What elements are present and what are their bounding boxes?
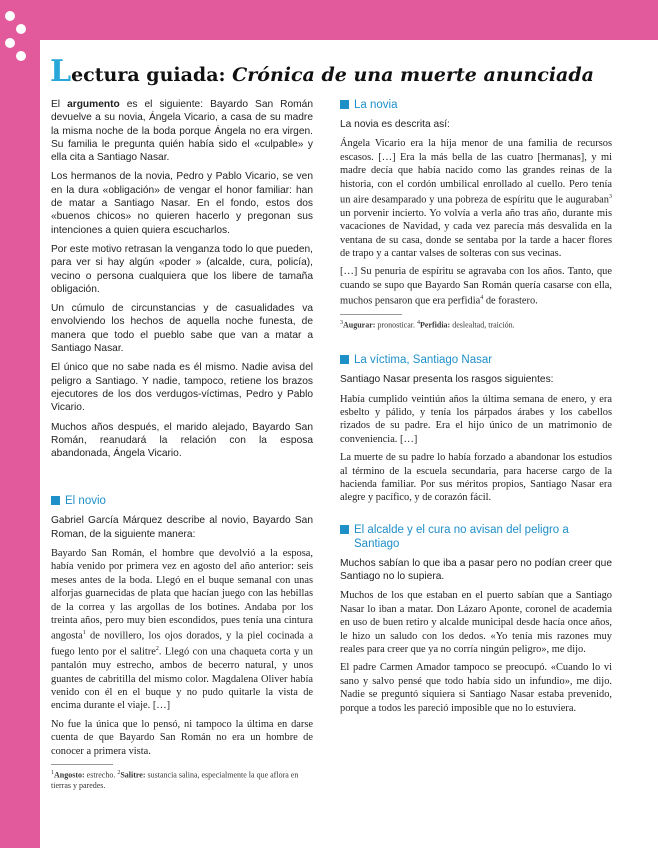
- section-intro: Gabriel García Márquez describe al novio, Bayardo San Roman, de la siguiente manera:: [51, 515, 313, 540]
- section-heading-victima: La víctima, Santiago Nasar: [340, 353, 612, 367]
- binder-dot: [16, 51, 26, 61]
- right-column: [340, 98, 612, 720]
- intro-paragraph: Los hermanos de la novia, Pedro y Pablo Vicario, se ven en la dura «obligación» de vengar el honor familiar: han de matar a Santiago Nasar. En el fondo, estos dos «buenos chicos» no quieren hacerlo y pregonan sus intenciones a quien quiera escucharlos.: [51, 171, 313, 236]
- page: [40, 40, 658, 848]
- footnote-rule: [51, 764, 113, 765]
- quote-paragraph: Bayardo San Román, el hombre que devolvió a la esposa, había venido por primera vez en agosto del año anterior: seis meses antes de la boda. Llegó en el buque semanal con unas alforjas guarnecidas de plata que hacían juego con las hebillas de la correa y las argollas de los botines. Andaba por los treinta años, pero muy bien escondidos, pues tenía una cintura angosta$^1$ de novillero, los ojos dorados, y la piel cocinada a fuego lento por el salitre$^2$. Llegó con una chaqueta corta y un pantalón muy estrecho, ambos de becerro natural, y unos guantes de cabritilla del mismo color. Magdalena Oliver había venido con él en el buque y no pudo quitarle la vista de encima durante el viaje. […]: [51, 548, 314, 712]
- footnotes: $^3$Augurar: pronosticar. $^4$Perfidia: deslealtad, traición.: [340, 320, 515, 330]
- title-subtitle: Crónica de una muerte anunciada: [232, 64, 594, 86]
- binder-dot: [5, 11, 15, 21]
- page-title: [50, 54, 594, 89]
- section-intro: Santiago Nasar presenta los rasgos siguientes:: [340, 374, 554, 386]
- intro-paragraph: El argumento es el siguiente: Bayardo San Román devuelve a su novia, Ángela Vicario, a casa de su madre la misma noche de la boda porque Ángela no era virgen. Su familia le pregunta quién había sido el «culpable» y ella cita a Santiago Nasar.: [51, 99, 313, 164]
- quote-paragraph: El padre Carmen Amador tampoco se preocupó. «Cuando lo vi sano y salvo pensé que todo había sido un infundio», me dijo. Nadie se preguntó siquiera si Santiago Nasar estaba prevenido, porque a todos les pareció imposible que no lo estuviera.: [340, 662, 612, 714]
- title-main: ectura guiada:: [71, 64, 233, 86]
- quote-paragraph: Ángela Vicario era la hija menor de una familia de recursos escasos. […] Era la más bella de las cuatro [hermanas], y mi madre decía que había nacido como las grandes reinas de la historia, con el cordón umbilical enrollado al cuello. Pero tenía un aire desamparado y una pobreza de espíritu que le auguraban$^3$ un porvenir incierto. Yo volvía a verla año tras año, durante mis vacaciones de Navidad, y cada vez parecía más desvalida en la ventana de su casa, donde se sentaba por la tarde a hacer flores de trapo y a cantar valses de solteras con sus vecinas.: [340, 138, 612, 260]
- binder-dot: [16, 24, 26, 34]
- section-intro: Muchos sabían lo que iba a pasar pero no podían creer que Santiago no lo supiera.: [340, 557, 612, 583]
- square-bullet-icon: [51, 496, 60, 505]
- quote-paragraph: La muerte de su padre lo había forzado a abandonar los estudios al término de la escuela secundaria, para hacerse cargo de la hacienda familiar. Por sus méritos propios, Santiago Nasar era alegre y pacífico, y de corazón fácil.: [340, 452, 612, 504]
- section-heading-novia: La novia: [340, 98, 612, 112]
- intro-paragraph: Un cúmulo de circunstancias y de casualidades va envolviendo los hechos de aquella noche funesta, de manera que todo el pueblo sabe que van a matar a Santiago Nasar.: [51, 303, 313, 355]
- square-bullet-icon: [340, 525, 349, 534]
- left-column: [51, 98, 313, 792]
- intro-paragraph: El único que no sabe nada es él mismo. Nadie avisa del peligro a Santiago. Y nadie, tampoco, retiene los brazos ejecutores de los dos verdugos-víctimas, Pedro y Pablo Vicario.: [51, 362, 313, 414]
- intro-paragraph: Muchos años después, el marido alejado, Bayardo San Román, reanudará la relación con la esposa abandonada, Ángela Vicario.: [51, 421, 313, 460]
- section-heading-novio: El novio: [51, 494, 313, 508]
- quote-paragraph: No fue la única que lo pensó, ni tampoco la última en darse cuenta de que Bayardo San Román no era un hombre de conocer a primera vista.: [51, 718, 313, 757]
- footnotes: $^1$Angosto: estrecho. $^2$Salitre: sustancia salina, especialmente la que aflora en tierras y paredes.: [51, 770, 299, 791]
- intro-paragraph: Por este motivo retrasan la venganza todo lo que pueden, para ver si hay algún «poder » (alcalde, cura, policía), vecino o persona cualquiera que los libere de tamaña obligación.: [51, 243, 313, 295]
- quote-paragraph: […] Su penuria de espíritu se agravaba con los años. Tanto, que cuando se supo que Bayardo San Román quería casarse con ella, muchos pensaron que era perfidia$^4$ de forastero.: [340, 266, 612, 307]
- square-bullet-icon: [340, 100, 349, 109]
- quote-paragraph: Había cumplido veintiún años la última semana de enero, y era esbelto y pálido, y tenía los párpados árabes y los cabellos rizados de su padre. Era el hijo único de un matrimonio de conveniencia. […]: [340, 393, 612, 445]
- binder-dot: [5, 38, 15, 48]
- footnote-rule: [340, 314, 402, 315]
- section-heading-alcalde: El alcalde y el cura no avisan del peligro a Santiago: [340, 523, 612, 551]
- quote-paragraph: Muchos de los que estaban en el puerto sabían que a Santiago Nasar lo iban a matar. Don Lázaro Aponte, coronel de academia en uso de buen retiro y alcalde municipal desde hacía once años, le hizo un saludo con los dedos. «Yo tenía mis razones muy reales para creer que ya no corría ningún peligro», me dijo.: [340, 590, 612, 656]
- title-initial: L: [50, 54, 72, 89]
- section-intro: La novia es descrita así:: [340, 119, 450, 130]
- square-bullet-icon: [340, 355, 349, 364]
